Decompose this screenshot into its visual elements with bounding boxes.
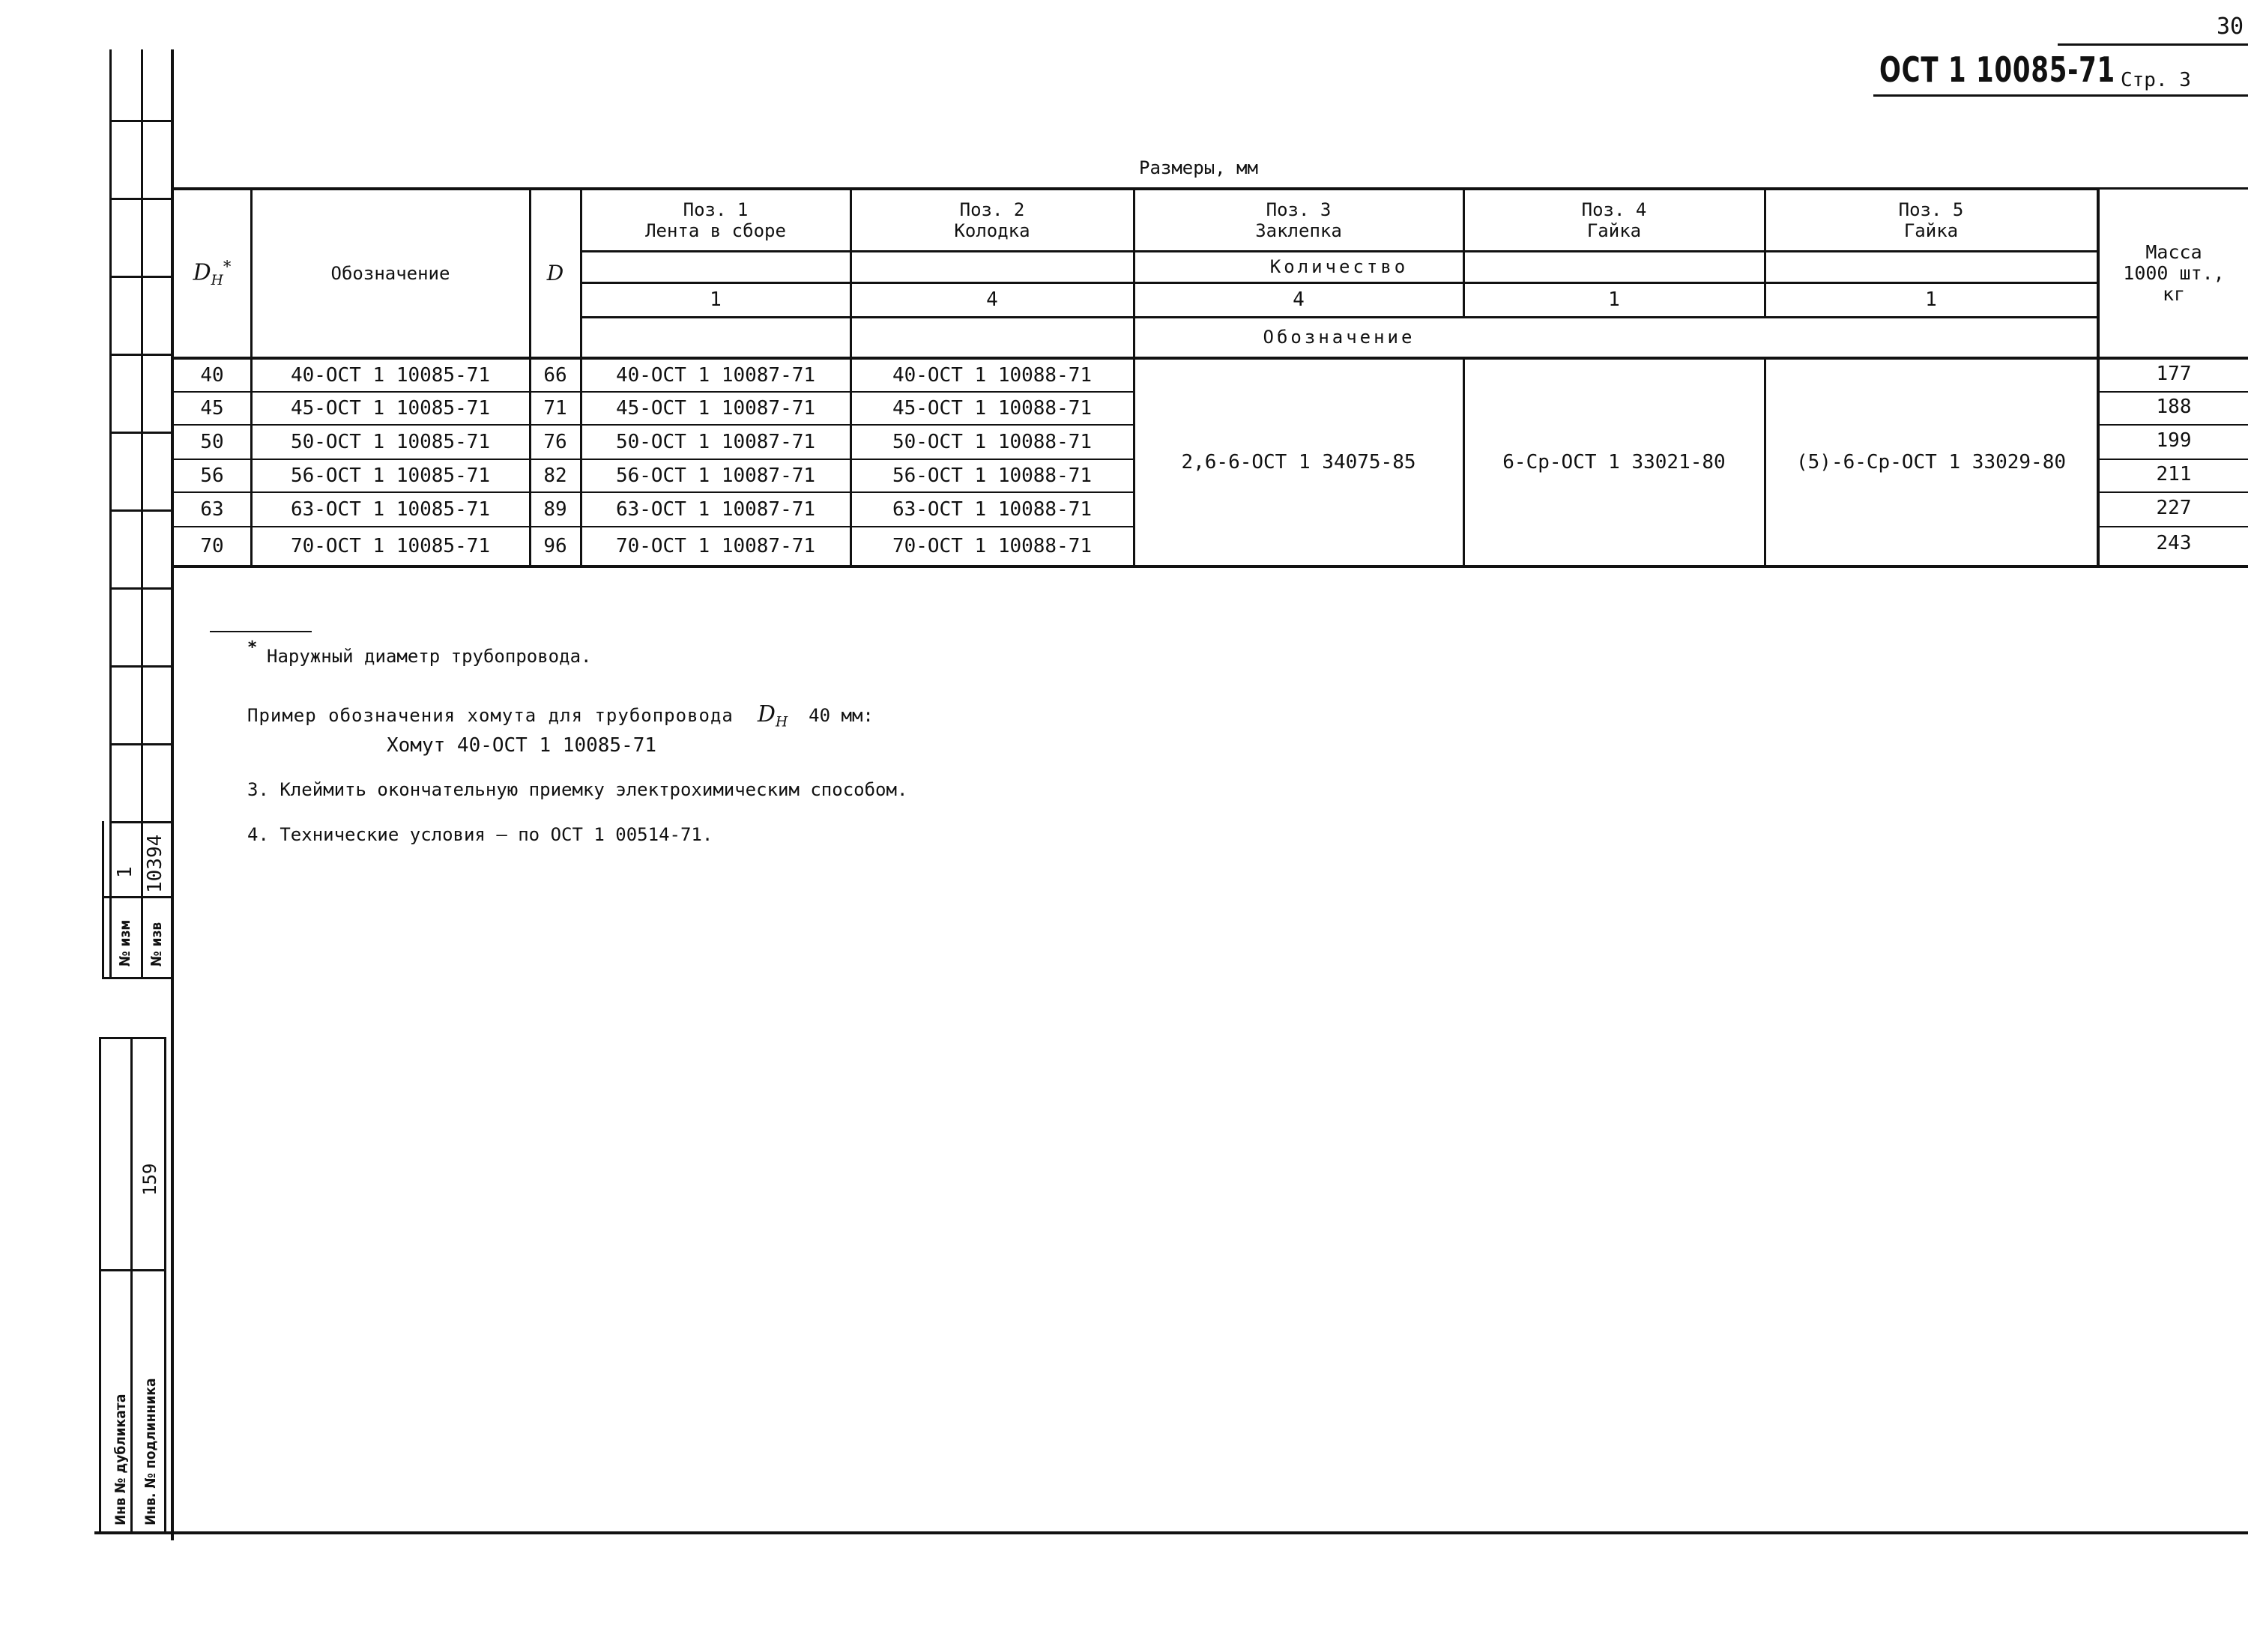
col-header-d: D [546,261,564,285]
cell-designation: 63-ОСТ 1 10085-71 [290,498,491,521]
col-header-pos1: Поз. 1 Лента в сборе [645,199,786,241]
change-block-bottom [102,977,172,979]
qty-pos3: 4 [1293,288,1305,311]
example-symbol: $D_Н$ [757,701,788,730]
cell-dn: 63 [200,498,224,521]
table-top-border-right [2098,187,2248,190]
binding-line-1 [109,49,112,978]
cell-d: 89 [543,498,567,521]
cell-designation: 56-ОСТ 1 10085-71 [290,465,491,487]
table-bottom-border [172,565,2248,568]
binding-tick [109,120,172,122]
binding-tick [109,432,172,434]
qty-pos4: 1 [1608,288,1620,311]
cell-d: 76 [543,431,567,453]
page-corner-number: 30 [2217,13,2244,40]
binding-tick [109,276,172,278]
cell-pos2: 40-ОСТ 1 10088-71 [892,364,1093,387]
binding-tick [109,587,172,590]
note-item-3: 3. Клеймить окончательную приемку электрохимическим способом. [247,779,908,800]
quantity-header: Количество [1269,256,1409,277]
col-header-mass: Масса 1000 шт., кг [2123,241,2225,305]
cell-pos1: 50-ОСТ 1 10087-71 [615,431,816,453]
footnote-text: Наружный диаметр трубопровода. [267,646,592,667]
qty-pos1: 1 [710,288,722,311]
example-value: Хомут 40-ОСТ 1 10085-71 [387,734,657,757]
change-block-left [102,821,104,978]
cell-mass: 243 [2156,532,2192,554]
qty-pos5: 1 [1925,288,1937,311]
example-size: 40 мм: [809,705,874,726]
cell-pos1: 63-ОСТ 1 10087-71 [615,498,816,521]
cell-pos5-common: (5)-6-Ср-ОСТ 1 33029-80 [1795,451,2067,473]
designation-subheader: Обозначение [1263,327,1415,348]
cell-d: 66 [543,364,567,387]
cell-pos2: 56-ОСТ 1 10088-71 [892,465,1093,487]
binding-line-2 [141,49,143,978]
binding-tick [109,354,172,356]
cell-d: 71 [543,397,567,420]
cell-designation: 40-ОСТ 1 10085-71 [290,364,491,387]
notice-number-label: № изв [148,922,165,966]
cell-dn: 50 [200,431,224,453]
binding-tick [109,821,172,823]
example-intro: Пример обозначения хомута для трубопровода [247,705,734,726]
binding-tick [109,665,172,668]
table-caption: Размеры, мм [1139,157,1258,178]
note-item-4: 4. Технические условия – по ОСТ 1 00514-71. [247,824,713,845]
col-header-pos3: Поз. 3 Заклепка [1255,199,1342,241]
page-label: Стр. 3 [2121,69,2191,91]
col-header-designation: Обозначение [330,263,450,284]
col-header-pos5: Поз. 5 Гайка [1898,199,1964,241]
cell-dn: 56 [200,465,224,487]
cell-pos1: 45-ОСТ 1 10087-71 [615,397,816,420]
cell-d: 82 [543,465,567,487]
cell-pos2: 50-ОСТ 1 10088-71 [892,431,1093,453]
footnote-mark: * [247,638,258,657]
change-number-label: № изм [117,919,133,966]
change-block-divider [102,896,172,898]
inventory-divider-v [130,1037,133,1534]
binding-tick [109,198,172,200]
cell-pos1: 70-ОСТ 1 10087-71 [615,535,816,557]
cell-pos2: 70-ОСТ 1 10088-71 [892,535,1093,557]
cell-pos1: 56-ОСТ 1 10087-71 [615,465,816,487]
inventory-original-label: Инв. № подлинника [142,1378,159,1525]
qty-pos2: 4 [986,288,998,311]
cell-designation: 45-ОСТ 1 10085-71 [290,397,491,420]
example-line [247,701,874,730]
cell-d: 96 [543,535,567,557]
cell-designation: 50-ОСТ 1 10085-71 [290,431,491,453]
cell-pos1: 40-ОСТ 1 10087-71 [615,364,816,387]
cell-dn: 45 [200,397,224,420]
document-code: ОСТ 1 10085-71 [1879,49,2115,90]
cell-mass: 177 [2156,363,2192,385]
cell-mass: 227 [2156,497,2192,519]
header-bottom-rule [1873,94,2248,97]
inventory-duplicate-label: Инв № дубликата [112,1394,129,1525]
cell-mass: 188 [2156,396,2192,418]
header-top-rule [2058,43,2248,46]
footnote-rule [210,631,312,632]
col-header-dn: $D_Н^*$ [193,257,232,288]
binding-tick [109,743,172,745]
cell-pos4-common: 6-Ср-ОСТ 1 33021-80 [1502,451,1726,473]
cell-pos2: 63-ОСТ 1 10088-71 [892,498,1093,521]
cell-dn: 40 [200,364,224,387]
cell-designation: 70-ОСТ 1 10085-71 [290,535,491,557]
change-number-value: 1 [114,866,136,878]
col-header-pos4: Поз. 4 Гайка [1581,199,1647,241]
frame-bottom-line [94,1531,2248,1534]
cell-pos3-common: 2,6-6-ОСТ 1 34075-85 [1181,451,1416,473]
cell-mass: 199 [2156,429,2192,452]
binding-tick [109,509,172,512]
cell-pos2: 45-ОСТ 1 10088-71 [892,397,1093,420]
inventory-divider-h [99,1269,166,1271]
notice-number-value: 10394 [144,834,166,893]
cell-dn: 70 [200,535,224,557]
col-header-pos2: Поз. 2 Колодка [954,199,1030,241]
inventory-original-value: 159 [139,1163,160,1196]
cell-mass: 211 [2156,463,2192,485]
